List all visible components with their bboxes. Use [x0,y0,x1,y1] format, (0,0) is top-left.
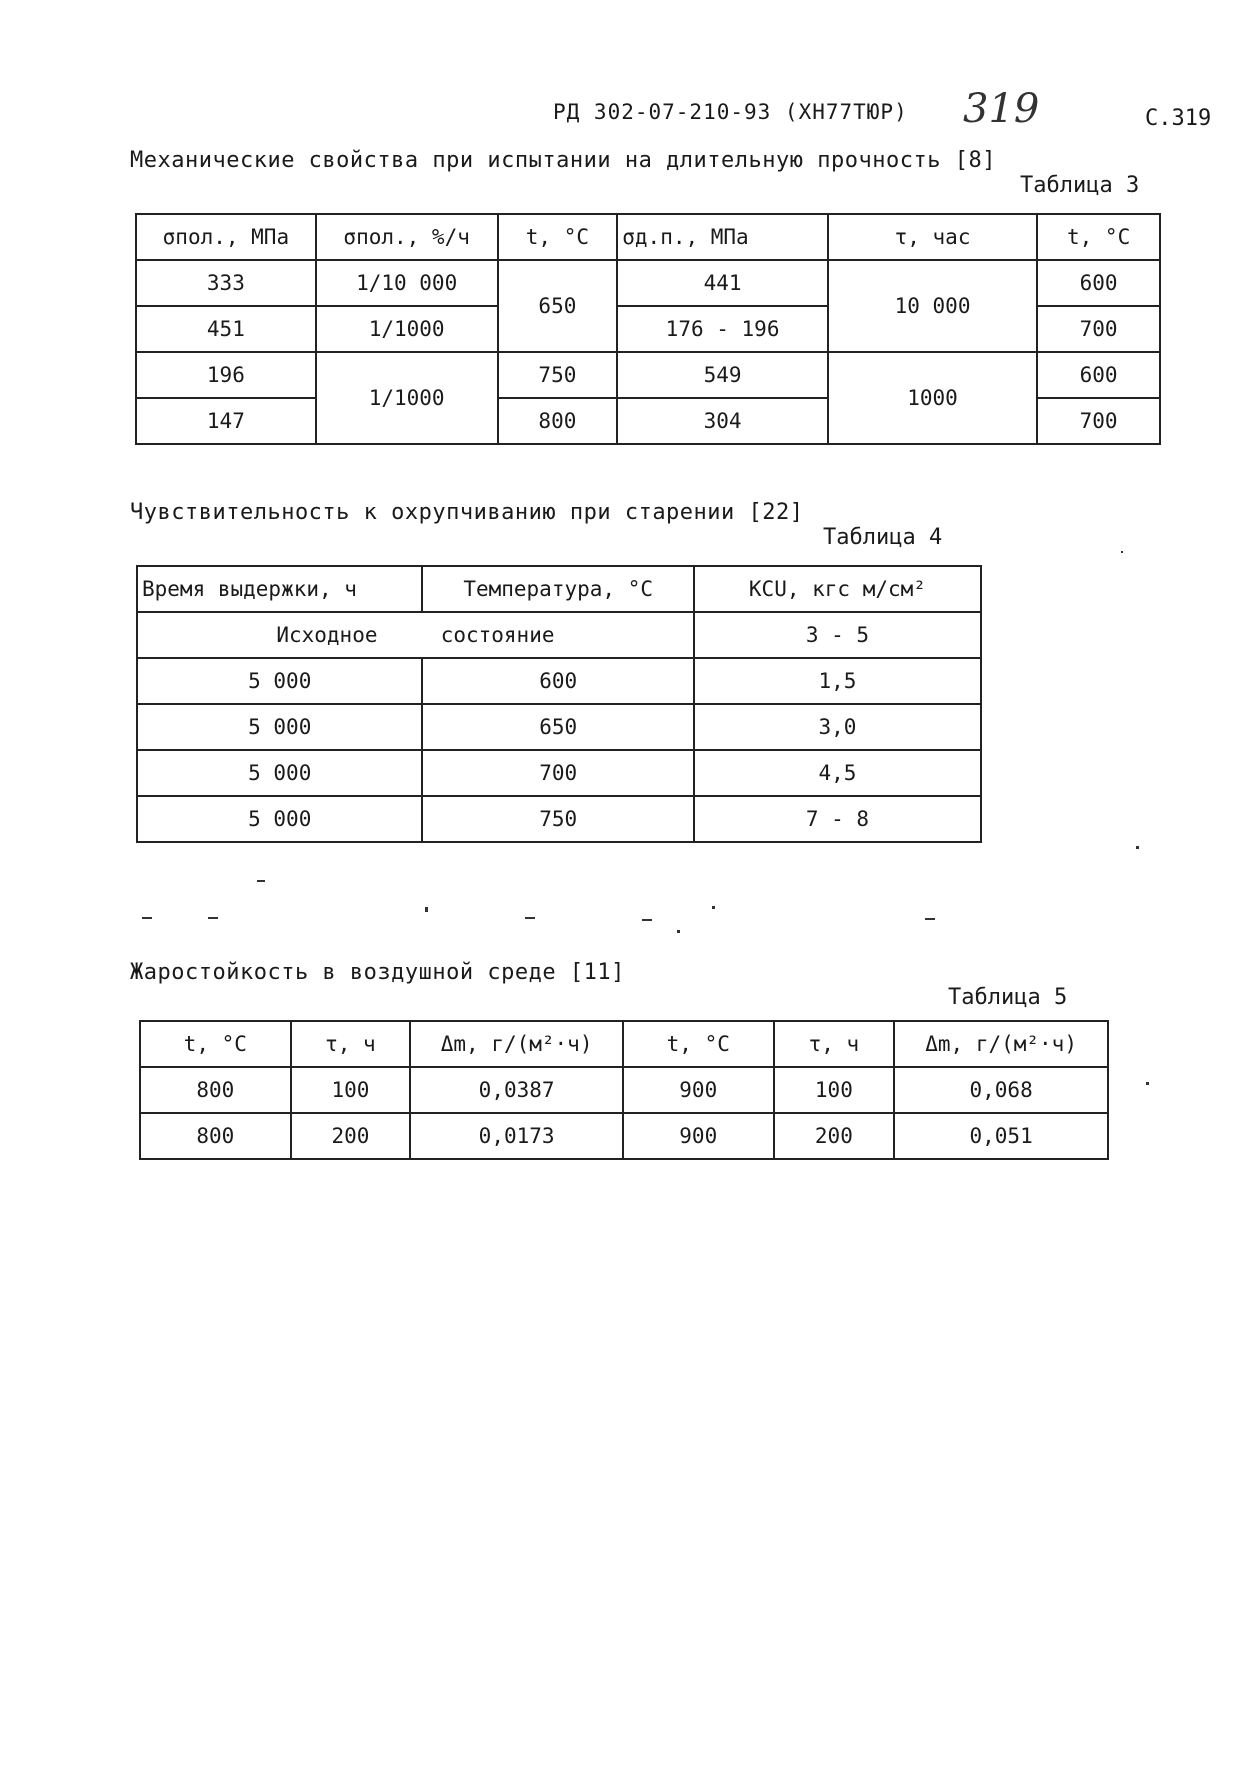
table-cell: 900 [623,1067,774,1113]
scan-speck [257,880,265,882]
table-cell: 10 000 [828,260,1037,352]
table-cell: 5 000 [137,796,422,842]
scan-speck [712,906,715,909]
table-cell: 3 - 5 [694,612,981,658]
table5-header-row [140,1021,1108,1067]
table-cell: 700 [422,750,693,796]
table5-title: Жаростойкость в воздушной среде [11] [130,960,625,985]
table5-header-cell: Δm, г/(м²·ч) [894,1021,1108,1067]
table-cell: 4,5 [694,750,981,796]
table-cell: 441 [617,260,828,306]
table-cell: 600 [1037,260,1160,306]
scan-speck [525,917,535,919]
table-cell: 5 000 [137,658,422,704]
scan-speck [642,919,652,921]
table4-header-row [137,566,981,612]
table5-header-cell: τ, ч [291,1021,411,1067]
table-cell: 1/10 000 [316,260,498,306]
table4-header-cell: Температура, °C [422,566,693,612]
table-cell: 600 [1037,352,1160,398]
table3 [135,213,1161,445]
scan-speck [1136,846,1139,849]
table-row [140,1067,1108,1113]
table3-header-cell: t, °C [1037,214,1160,260]
table4-label: Таблица 4 [823,525,943,550]
table-cell: 5 000 [137,704,422,750]
table-cell: 650 [422,704,693,750]
document-code: РД 302-07-210-93 (ХН77ТЮР) [553,100,908,124]
table-cell: 0,0173 [410,1113,623,1159]
table-cell: 196 [136,352,316,398]
table4-header-cell: Время выдержки, ч [137,566,422,612]
table-row [137,750,981,796]
table-cell: 600 [422,658,693,704]
table-cell: 7 - 8 [694,796,981,842]
table-cell: 333 [136,260,316,306]
handwritten-page-number: 319 [963,86,1040,132]
table-row [136,352,1160,398]
scan-speck [677,930,680,933]
table-cell: 750 [422,796,693,842]
table-cell: 800 [140,1067,291,1113]
scan-speck [142,917,152,919]
table-row [137,704,981,750]
table5 [139,1020,1109,1160]
table-cell: 100 [291,1067,411,1113]
table-row [140,1113,1108,1159]
table-cell: 0,068 [894,1067,1108,1113]
table-cell: 800 [498,398,618,444]
table-cell: 200 [774,1113,895,1159]
table-row [136,260,1160,306]
table-cell: 1/1000 [316,352,498,444]
table-cell: 549 [617,352,828,398]
table-cell: 0,051 [894,1113,1108,1159]
table-cell: 0,0387 [410,1067,623,1113]
table3-title: Механические свойства при испытании на длительную прочность [8] [130,148,996,173]
table-cell: 100 [774,1067,895,1113]
scan-speck [425,907,428,912]
table-cell: 750 [498,352,618,398]
table5-header-cell: t, °C [140,1021,291,1067]
table-row [137,612,981,658]
table-cell: 5 000 [137,750,422,796]
table-row [137,796,981,842]
table4-header-cell: KCU, кгс м/см² [694,566,981,612]
table3-header-cell: t, °C [498,214,618,260]
table3-header-cell: σд.п., МПа [617,214,828,260]
table-cell: 650 [498,260,618,352]
scan-speck [925,918,935,920]
table-cell: 800 [140,1113,291,1159]
table5-header-cell: t, °C [623,1021,774,1067]
table-cell: 147 [136,398,316,444]
table3-header-cell: σпол., %/ч [316,214,498,260]
table-cell: 1000 [828,352,1037,444]
table3-label: Таблица 3 [1020,173,1140,198]
table3-header-cell: σпол., МПа [136,214,316,260]
table-cell: 1,5 [694,658,981,704]
scan-speck [1146,1082,1149,1085]
scan-speck [1121,551,1123,553]
table4-title: Чувствительность к охрупчиванию при старении [22] [130,500,804,525]
table-cell: 304 [617,398,828,444]
table-cell: 3,0 [694,704,981,750]
table-cell: 700 [1037,398,1160,444]
table-row [137,658,981,704]
table-cell: Исходное состояние [137,612,694,658]
table-cell: 1/1000 [316,306,498,352]
scan-speck [208,917,218,919]
table-cell: 200 [291,1113,411,1159]
table3-header-row [136,214,1160,260]
table-cell: 700 [1037,306,1160,352]
table5-header-cell: Δm, г/(м²·ч) [410,1021,623,1067]
table-cell: 900 [623,1113,774,1159]
table-cell: 176 - 196 [617,306,828,352]
table4 [136,565,982,843]
table5-header-cell: τ, ч [774,1021,895,1067]
table-cell: 451 [136,306,316,352]
table5-label: Таблица 5 [948,985,1068,1010]
page-number: С.319 [1145,106,1212,131]
table3-header-cell: τ, час [828,214,1037,260]
